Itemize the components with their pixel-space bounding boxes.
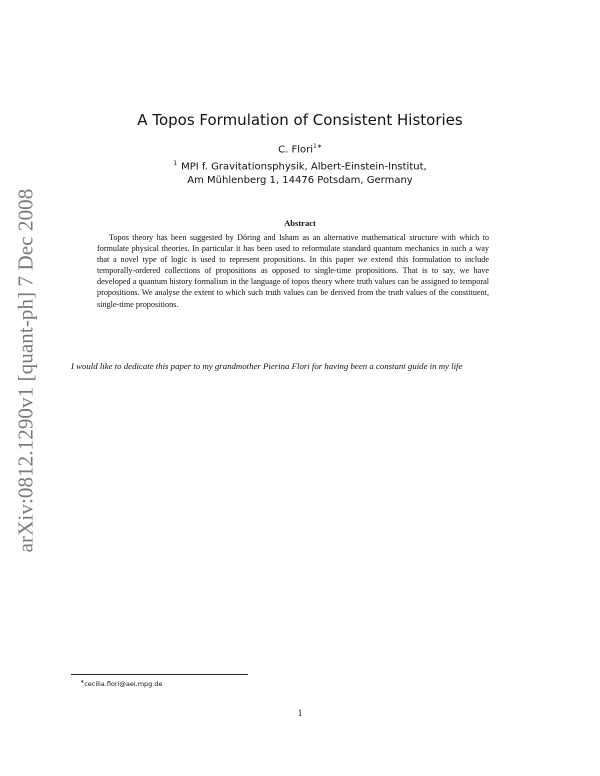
author-name: C. Flori [278, 144, 314, 156]
paper-title: A Topos Formulation of Consistent Histories [137, 111, 463, 129]
affiliation-block [0, 157, 600, 188]
affiliation-mark: 1 [173, 160, 178, 167]
footnote-divider [71, 674, 248, 675]
arxiv-identifier-stamp [8, 190, 44, 550]
dedication-text: I would like to dedicate this paper to my grandmother Pierina Flori for having been a constant guide in my life [71, 361, 463, 371]
author-marks: 1∗ [313, 143, 322, 150]
footnote [80, 679, 163, 688]
affiliation-line-2: Am Mühlenberg 1, 14476 Potsdam, Germany [187, 175, 413, 187]
abstract-text: Topos theory has been suggested by Döring and Isham as an alternative mathematical structure with which to formulate physical theories. In particular it has been used to reformulate standard quantum mechanics in such a way that a novel type of logic is used to represent propositions. In this paper we extend this formulation to include temporally-ordered collections of propositions as opposed to single-time propositions. That is to say, we have developed a quantum history formalism in the language of topos theory where truth values can be assigned to temporal propositions. We analyse the extent to which such truth values can be derived from the truth values of the constituent, single-time propositions. [97, 233, 489, 309]
footnote-mark: ∗ [80, 679, 85, 685]
affiliation-line-1 [0, 157, 600, 174]
affiliation-line-1-text: MPI f. Gravitationsphysik, Albert-Einstein-Institut, [181, 161, 427, 173]
arxiv-identifier-text: arXiv:0812.1290v1 [quant-ph] 7 Dec 2008 [13, 188, 38, 552]
author-line [0, 143, 600, 155]
footnote-email: cecilia.flori@aei.mpg.de [84, 680, 163, 689]
page-number: 1 [297, 708, 303, 718]
abstract-heading: Abstract [284, 218, 316, 228]
